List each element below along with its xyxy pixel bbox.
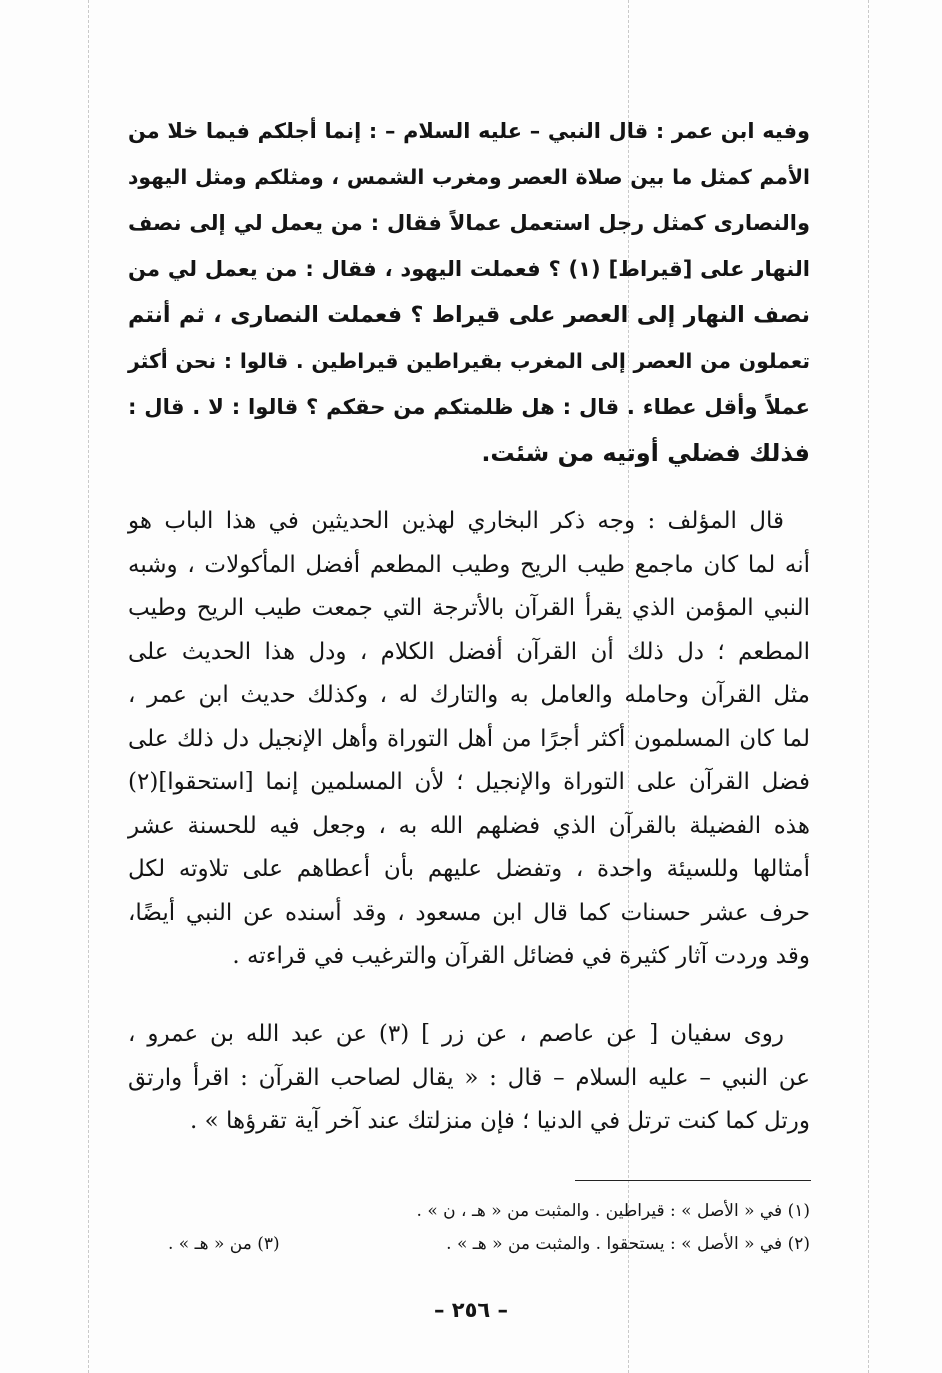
text-line: مثل القرآن وحامله والعامل به والتارك له ، وكذلك حديث ابن عمر ،: [128, 682, 810, 708]
text-line: أنه لما كان ماجمع طيب الريح وطيب المطعم أفضل المأكولات ، وشبه: [128, 551, 810, 578]
text-line: والنصارى كمثل رجل استعمل عمالاً فقال : من يعمل لي إلى نصف: [128, 211, 810, 235]
text-line: هذه الفضيلة بالقرآن الذي فضلهم الله به ، وجعل فيه للحسنة عشر: [128, 812, 810, 839]
text-line: عملاً وأقل عطاء . قال : هل ظلمتكم من حقكم ؟ قالوا : لا . قال :: [128, 394, 810, 419]
hadith-paragraph-bold: [128, 108, 810, 476]
text-line: النبي المؤمن الذي يقرأ القرآن بالأترجة التي جمعت طيب الريح وطيب: [128, 595, 810, 621]
text-line: لما كان المسلمون أكثر أجرًا من أهل التوراة وأهل الإنجيل دل ذلك على: [128, 725, 810, 752]
narration-paragraph: [128, 1013, 810, 1144]
footnote-2: (٢) في « الأصل » : يستحقوا . والمثبت من « هـ » .: [446, 1234, 810, 1254]
text-line: أمثالها وللسيئة واحدة ، وتفضل عليهم بأن أعطاهم على تلاوته لكل: [128, 856, 811, 882]
text-line: قال المؤلف : وجه ذكر البخاري لهذين الحديثين في هذا الباب هو: [128, 508, 784, 534]
text-line: المطعم ؛ دل ذلك أن القرآن أفضل الكلام ، ودل هذا الحديث على: [128, 638, 810, 665]
text-line: حرف عشر حسنات كما قال ابن مسعود ، وقد أسنده عن النبي أيضًا،: [128, 899, 810, 926]
footnote-1: (١) في « الأصل » : قيراطين . والمثبت من « هـ ، ن » .: [416, 1201, 810, 1221]
footnote-row: [128, 1195, 810, 1228]
footnote-separator: [575, 1180, 811, 1181]
text-line: تعملون من العصر إلى المغرب بقيراطين قيراطين . قالوا : نحن أكثر: [128, 349, 810, 373]
text-line: روى سفيان [ عن عاصم ، عن زر ] (٣) عن عبد الله بن عمرو ،: [128, 1021, 784, 1047]
footnotes: [128, 1195, 810, 1261]
text-line: الأمم كمثل ما بين صلاة العصر ومغرب الشمس ، ومثلكم ومثل اليهود: [128, 165, 810, 189]
text-line: عن النبي – عليه السلام – قال : « يقال لصاحب القرآن : اقرأ وارتق: [128, 1064, 810, 1091]
text-line: فذلك فضلي أوتيه من شئت.: [481, 439, 810, 467]
scan-fold-line-left: [88, 0, 89, 1373]
page-number: – ٢٥٦ –: [433, 1298, 509, 1322]
text-line: وقد وردت آثار كثيرة في فضائل القرآن والترغيب في قراءته .: [232, 943, 810, 969]
author-commentary-paragraph: [128, 500, 810, 979]
text-line: فضل القرآن على التوراة والإنجيل ؛ لأن المسلمين إنما [استحقوا](٢): [128, 769, 810, 795]
footnote-3: (٣) من « هـ » .: [168, 1234, 280, 1254]
text-line: نصف النهار إلى العصر على قيراط ؟ فعملت النصارى ، ثم أنتم: [128, 302, 810, 328]
scan-fold-line-right: [868, 0, 869, 1373]
text-line: ورتل كما كنت ترتل في الدنيا ؛ فإن منزلتك عند آخر آية تقرؤها » .: [189, 1108, 810, 1134]
text-line: وفيه ابن عمر : قال النبي – عليه السلام – : إنما أجلكم فيما خلا من: [128, 119, 810, 143]
text-line: النهار على [قيراط] (١) ؟ فعملت اليهود ، فقال : من يعمل لي من: [128, 256, 810, 281]
footnote-row: [128, 1228, 810, 1261]
